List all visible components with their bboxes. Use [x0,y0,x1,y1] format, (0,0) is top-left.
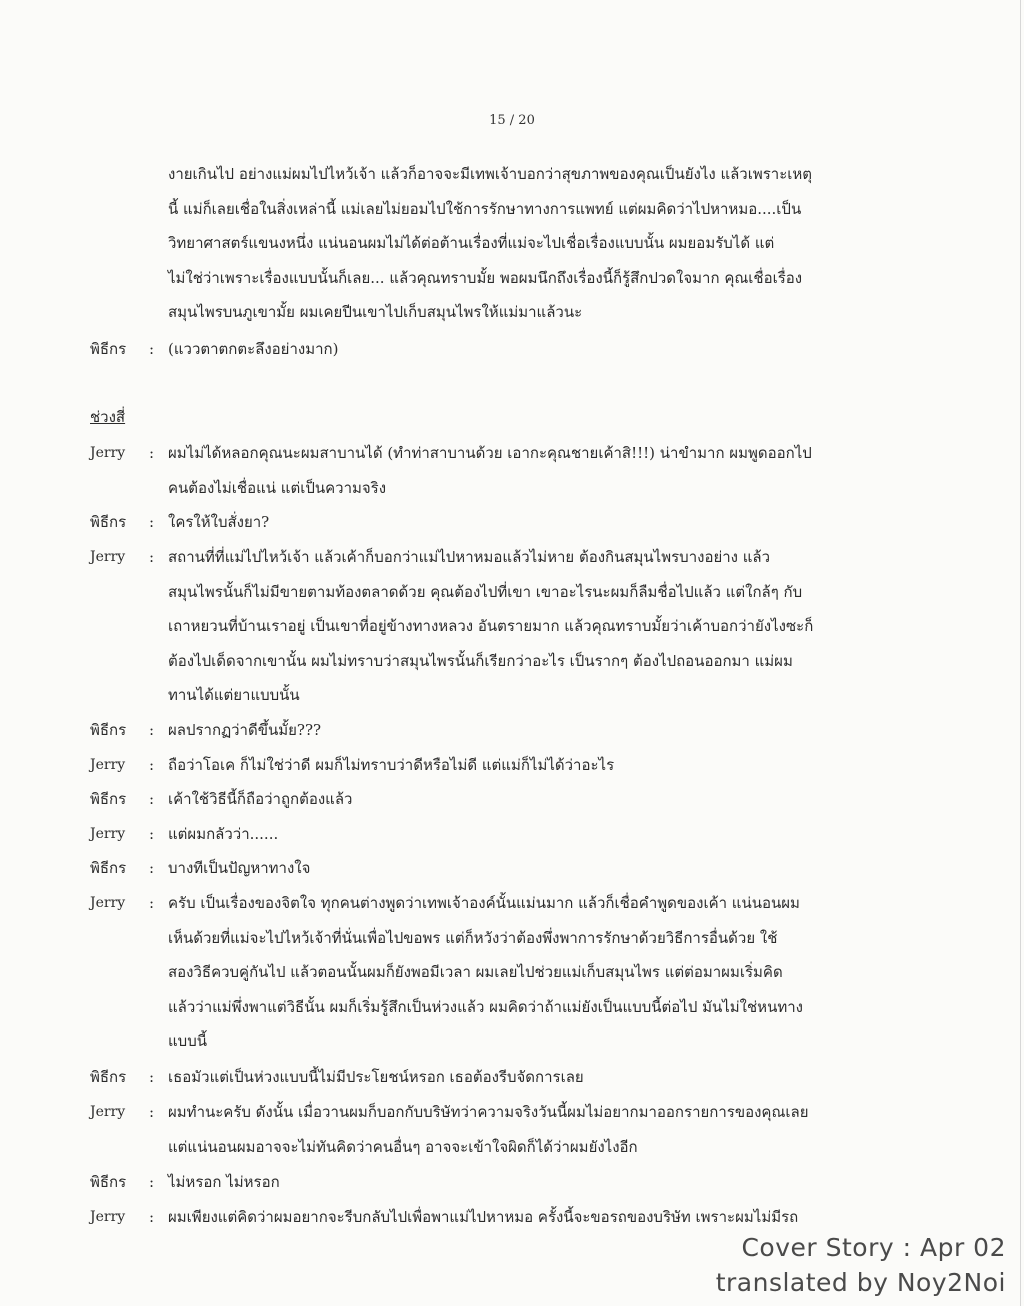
speaker-colon: : [149,1208,155,1226]
dialogue-line: แบบนี้ [168,1032,207,1050]
speaker-name: Jerry [90,1209,126,1225]
dialogue-line: ทานได้แต่ยาแบบนั้น [168,686,300,704]
paragraph-line: วิทยาศาสตร์แขนงหนึ่ง แน่นอนผมไม่ได้ต่อต้านเรื่องที่แม่จะไปเชื่อเรื่องแบบนั้น ผมยอมรับได้ แต่ [168,234,775,252]
paragraph-line: ไม่ใช่ว่าเพราะเรื่องแบบนั้นก็เลย... แล้วคุณทราบมั้ย พอผมนึกถึงเรื่องนี้ก็รู้สึกปวดใจมาก คุณเชื่อเรื่อง [168,268,803,287]
dialogue-text [168,540,884,713]
dialogue-line: สถานที่ที่แม่ไปไหว้เจ้า แล้วเค้าก็บอกว่าแม่ไปหาหมอแล้วไม่หาย ต้องกินสมุนไพรบางอย่าง แล้ว [168,548,771,566]
speaker-name: พิธีกร [90,859,127,877]
speaker-colon: : [149,444,155,462]
section-heading: ช่วงสี่ [90,408,126,426]
speaker-name: Jerry [90,1104,126,1120]
speaker-colon: : [149,1173,155,1191]
speaker-colon: : [149,340,155,358]
dialogue-text [168,436,884,505]
dialogue-text: ถือว่าโอเค ก็ไม่ใช่ว่าดี ผมก็ไม่ทราบว่าดีหรือไม่ดี แต่แม่ก็ไม่ได้ว่าอะไร [168,756,615,774]
speaker-colon: : [149,548,155,566]
dialogue-text: แต่ผมกลัวว่า...... [168,825,279,843]
speaker-colon: : [149,756,155,774]
paragraph-line: งายเกินไป อย่างแม่ผมไปไหว้เจ้า แล้วก็อาจจะมีเทพเจ้าบอกว่าสุขภาพของคุณเป็นยังไง แล้วเพราะเหตุ [168,165,813,183]
speaker-name: พิธีกร [90,513,127,531]
speaker-name: Jerry [90,757,126,773]
dialogue-text: เค้าใช้วิธีนี้ก็ถือว่าถูกต้องแล้ว [168,790,353,808]
speaker-name: Jerry [90,895,126,911]
dialogue-text: ผมเพียงแต่คิดว่าผมอยากจะรีบกลับไปเพื่อพาแม่ไปหาหมอ ครั้งนี้จะขอรถของบริษัท เพราะผมไม่มีรถ [168,1208,799,1226]
dialogue-line: คนต้องไม่เชื่อแน่ แต่เป็นความจริง [168,478,387,497]
speaker-name: พิธีกร [90,340,127,358]
dialogue-text [168,1095,884,1164]
dialogue-text: (แววตาตกตะลึงอย่างมาก) [168,340,339,358]
speaker-colon: : [149,1103,155,1121]
speaker-colon: : [149,790,155,808]
dialogue-text [168,886,884,1059]
dialogue-line: ต้องไปเด็ดจากเขานั้น ผมไม่ทราบว่าสมุนไพรนั้นก็เรียกว่าอะไร เป็นรากๆ ต้องไปถอนออกมา แม่ผม [168,651,793,670]
speaker-colon: : [149,513,155,531]
page-number: 15 / 20 [489,113,535,128]
speaker-name: Jerry [90,826,126,842]
speaker-name: Jerry [90,445,126,461]
watermark-source: Cover Story : Apr 02 [741,1233,1006,1262]
dialogue-line: แต่แน่นอนผมอาจจะไม่ทันคิดว่าคนอื่นๆ อาจจะเข้าใจผิดก็ได้ว่าผมยังไงอีก [168,1137,638,1156]
dialogue-line: เถาหยวนที่บ้านเราอยู่ เป็นเขาที่อยู่ข้างทางหลวง อันตรายมาก แล้วคุณทราบมั้ยว่าเค้าบอกว่ายังไงซะก็ [168,617,814,635]
speaker-name: Jerry [90,549,126,565]
dialogue-line: ผมไม่ได้หลอกคุณนะผมสาบานได้ (ทำท่าสาบานด้วย เอากะคุณชายเค้าสิ!!!) น่าขำมาก ผมพูดออกไป [168,444,812,462]
dialogue-line: สมุนไพรนั้นก็ไม่มีขายตามท้องตลาดด้วย คุณต้องไปที่เขา เขาอะไรนะผมก็ลืมชื่อไปแล้ว แต่ใกล้ๆ กับ [168,582,803,601]
dialogue-line: ครับ เป็นเรื่องของจิตใจ ทุกคนต่างพูดว่าเทพเจ้าองค์นั้นแม่นมาก แล้วก็เชื่อคำพูดของเค้า แน่นอนผม [168,894,800,912]
speaker-colon: : [149,894,155,912]
speaker-colon: : [149,859,155,877]
dialogue-text: ใครให้ใบสั่งยา? [168,513,270,531]
speaker-colon: : [149,1068,155,1086]
speaker-name: พิธีกร [90,790,127,808]
dialogue-text: เธอมัวแต่เป็นห่วงแบบนี้ไม่มีประโยชน์หรอก เธอต้องรีบจัดการเลย [168,1068,584,1086]
speaker-colon: : [149,721,155,739]
speaker-name: พิธีกร [90,721,127,739]
speaker-colon: : [149,825,155,843]
dialogue-line: ผมทำนะครับ ดังนั้น เมื่อวานผมก็บอกกับบริษัทว่าความจริงวันนี้ผมไม่อยากมาออกรายการของคุณเลย [168,1103,809,1121]
dialogue-line: สองวิธีควบคู่กันไป แล้วตอนนั้นผมก็ยังพอมีเวลา ผมเลยไปช่วยแม่เก็บสมุนไพร แต่ต่อมาผมเริ่มคิด [168,963,783,981]
paragraph-line: นี้ แม่ก็เลยเชื่อในสิ่งเหล่านี้ แม่เลยไม่ยอมไปใช้การรักษาทางการแพทย์ แต่ผมคิดว่าไปหาหมอ....เป็น [168,199,802,218]
watermark-translator: translated by Noy2Noi [715,1268,1006,1297]
dialogue-text: ผลปรากฏว่าดีขึ้นมั้ย??? [168,721,322,739]
dialogue-line: เห็นด้วยที่แม่จะไปไหว้เจ้าที่นั่นเพื่อไปขอพร แต่ก็หวังว่าต้องพึ่งพาการรักษาด้วยวิธีการอื่นด้วย ใช้ [168,928,778,947]
scan-edge-line [1020,0,1021,1306]
speaker-name: พิธีกร [90,1068,127,1086]
dialogue-text: บางทีเป็นปัญหาทางใจ [168,859,311,877]
speaker-name: พิธีกร [90,1173,127,1191]
dialogue-text: ไม่หรอก ไม่หรอก [168,1173,280,1191]
continued-paragraph [168,157,884,330]
paragraph-line: สมุนไพรบนภูเขามั้ย ผมเคยปีนเขาไปเก็บสมุนไพรให้แม่มาแล้วนะ [168,303,583,321]
dialogue-line: แล้วว่าแม่พึ่งพาแต่วิธีนั้น ผมก็เริ่มรู้สึกเป็นห่วงแล้ว ผมคิดว่าถ้าแม่ยังเป็นแบบนี้ต่อไป มันไม่ใช่หนทาง [168,997,803,1016]
